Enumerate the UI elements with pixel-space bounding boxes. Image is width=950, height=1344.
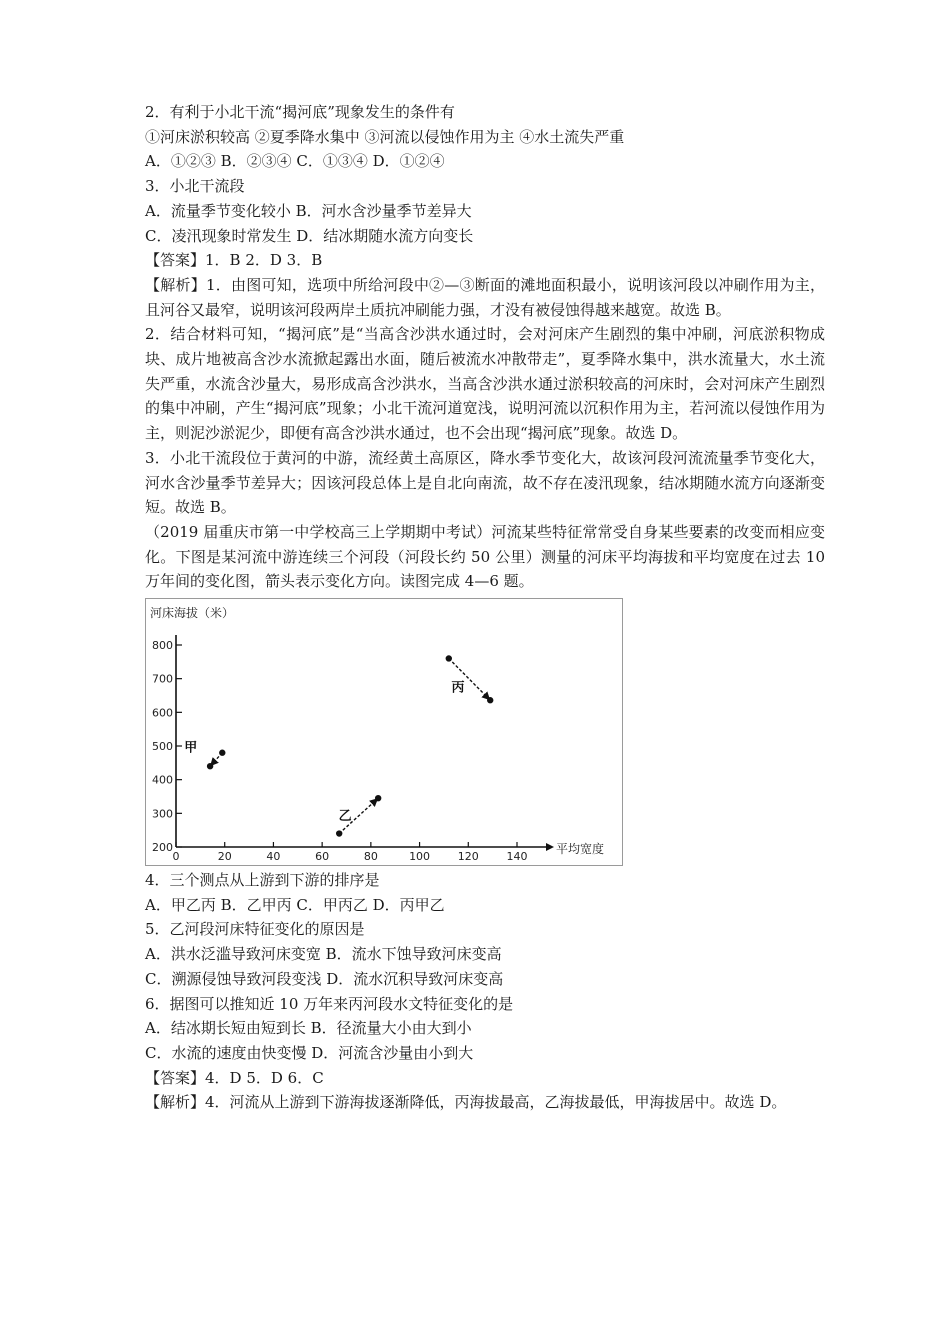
y-tick-label: 800 (152, 639, 173, 653)
series-end-point (487, 697, 493, 703)
x-tick-label: 40 (266, 850, 281, 864)
analysis-4: 【解析】4．河流从上游到下游海拔逐渐降低，丙海拔最高，乙海拔最低，甲海拔居中。故选 D。 (145, 1093, 787, 1112)
analysis-1: 【解析】1．由图可知，选项中所给河段中②—③断面的滩地面积最小，说明该河段以冲刷作用为主，且河谷又最窄，说明该河段两岸土质抗冲刷能力强，才没有被侵蚀得越来越宽。故选 B。 (145, 275, 825, 319)
question-6-options-cd: C．水流的速度由快变慢 D．河流含沙量由小到大 (145, 1043, 474, 1062)
question-2-stem: 2．有利于小北干流“揭河底”现象发生的条件有 (145, 103, 455, 121)
question-5-options-cd: C．溯源侵蚀导致河段变浅 D．流水沉积导致河床变高 (145, 969, 504, 988)
series-start-point (446, 655, 452, 661)
question-3-options-ab: A．流量季节变化较小 B．河水含沙量季节差异大 (145, 201, 472, 220)
x-tick-label: 100 (409, 850, 431, 864)
y-tick-label: 600 (152, 706, 173, 720)
question-3-options-cd: C．凌汛现象时常发生 D．结冰期随水流方向变长 (145, 226, 474, 245)
x-tick-label: 60 (315, 850, 330, 864)
answer-4-6: 【答案】4．D 5．D 6．C (145, 1068, 324, 1087)
x-tick-label: 0 (172, 850, 180, 864)
y-tick-label: 400 (152, 773, 173, 787)
riverbed-chart (145, 598, 623, 866)
y-tick-label: 200 (152, 841, 173, 855)
x-tick-label: 120 (457, 850, 479, 864)
analysis-3: 3．小北干流段位于黄河的中游，流经黄土高原区，降水季节变化大，故该河段河流流量季节变化大，河水含沙量季节差异大；因该河段总体上是自北向南流，故不存在凌汛现象，结冰期随水流方向逐渐变短。故选 B。 (145, 448, 825, 517)
series-start-point (336, 830, 342, 836)
question-5-options-ab: A．洪水泛滥导致河床变宽 B．流水下蚀导致河床变高 (145, 945, 502, 964)
series-label: 甲 (184, 740, 198, 756)
x-axis-arrow (546, 843, 554, 851)
question-5-stem: 5．乙河段河床特征变化的原因是 (145, 920, 365, 939)
x-tick-label: 140 (506, 850, 528, 864)
question-3-stem: 3．小北干流段 (145, 177, 245, 196)
x-axis-title: 平均宽度 (556, 842, 605, 857)
analysis-2: 2．结合材料可知，“揭河底”是“当高含沙洪水通过时，会对河床产生剧烈的集中冲刷，河底淤积物成块、成片地被高含沙水流掀起露出水面，随后被流水冲散带走”，夏季降水集中，洪水流量大，水土流失严重，水流含沙量大，易形成高含沙洪水，当高含沙洪水通过淤积较高的河床时，会对河床产生剧烈的集中冲刷，产生“揭河底”现象；小北干流河道宽浅，说明河流以沉积作用为主，若河流以侵蚀作用为主，则泥沙淤泥少，即便有高含沙洪水通过，也不会出现“揭河底”现象。故选 D。 (145, 325, 825, 443)
x-tick-label: 80 (363, 850, 378, 864)
y-axis-title: 河床海拔（米） (150, 606, 235, 621)
y-tick-label: 300 (152, 807, 173, 821)
question-2-options: A．①②③ B．②③④ C．①③④ D．①②④ (145, 152, 445, 171)
y-tick-label: 500 (152, 740, 173, 754)
question-2-conditions: ①河床淤积较高 ②夏季降水集中 ③河流以侵蚀作用为主 ④水土流失严重 (145, 127, 625, 146)
series-start-point (219, 750, 225, 756)
question-4-options: A．甲乙丙 B．乙甲丙 C．甲丙乙 D．丙甲乙 (145, 895, 445, 914)
series-label: 乙 (338, 808, 352, 824)
series-label: 丙 (451, 680, 465, 696)
document-page (145, 100, 825, 1115)
answer-1-3: 【答案】1．B 2．D 3．B (145, 251, 323, 270)
question-4-stem: 4．三个测点从上游到下游的排序是 (145, 871, 380, 890)
material-intro: （2019 届重庆市第一中学校高三上学期期中考试）河流某些特征常常受自身某些要素的改变而相应变化。下图是某河流中游连续三个河段（河段长约 50 公里）测量的河床平均海拔和平均宽度在过去 10 万年间的变化图，箭头表示变化方向。读图完成 4—6 题。 (145, 522, 825, 591)
riverbed-chart-svg (146, 599, 622, 865)
x-tick-label: 20 (217, 850, 232, 864)
question-6-stem: 6．据图可以推知近 10 万年来丙河段水文特征变化的是 (145, 994, 514, 1013)
series-end-point (375, 795, 381, 801)
series-end-point (207, 763, 213, 769)
y-tick-label: 700 (152, 672, 173, 686)
question-6-options-ab: A．结冰期长短由短到长 B．径流量大小由大到小 (145, 1019, 472, 1038)
